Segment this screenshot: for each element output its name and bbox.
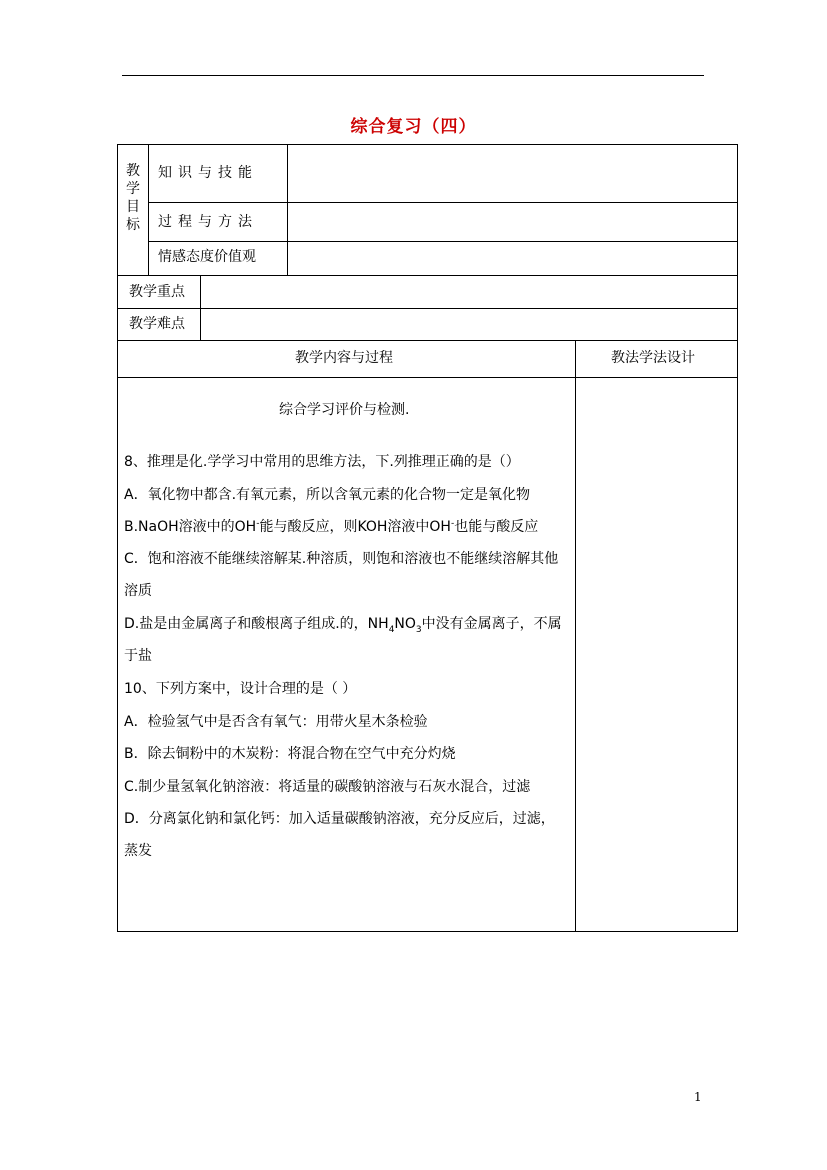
table-rule [117,308,738,309]
table-rule [148,144,149,275]
page-number: 1 [694,1090,702,1104]
q8-option-d-part: NO [394,616,416,632]
objective-process-label: 过程与方法 [158,214,258,230]
table-rule [148,241,738,242]
method-column-header: 教法学法设计 [611,350,695,366]
objectives-heading [118,162,148,234]
q10-option-a: A．检验氢气中是否含有氧气：用带火星木条检验 [124,714,428,730]
q10-option-c: C.制少量氢氧化钠溶液：将适量的碳酸钠溶液与石灰水混合，过滤 [124,779,531,795]
objectives-heading-char: 学 [126,181,140,197]
q8-option-d [124,613,562,635]
objectives-heading-char: 标 [126,217,140,233]
q8-option-d-part: D.盐是由金属离子和酸根离子组成.的，NH [124,616,389,632]
q8-option-d-part: 中没有金属离子，不属 [421,616,562,632]
q8-option-b-part: 能与酸反应，则KOH溶液中OH [259,519,451,535]
content-subtitle: 综合学习评价与检测. [279,402,410,418]
q8-option-c-line2: 溶质 [124,583,152,599]
objective-knowledge-label: 知识与技能 [158,165,258,181]
table-rule [287,144,288,275]
table-rule [117,340,738,341]
content-column-header: 教学内容与过程 [295,350,393,366]
page-title: 综合复习（四） [350,117,477,137]
q8-option-d-sub: 4 [388,624,395,635]
q10-stem: 10、下列方案中，设计合理的是（ ） [124,681,357,697]
difficult-point-label: 教学难点 [129,316,185,332]
q8-option-b-part: 也能与酸反应 [454,519,539,535]
table-rule [117,275,738,276]
objectives-heading-char: 教 [126,163,140,179]
q8-option-b-sup: - [450,518,455,529]
objective-attitude-label: 情感态度价值观 [158,249,256,265]
q8-option-c-line1: C．饱和溶液不能继续溶解某.种溶质，则饱和溶液也不能继续溶解其他 [124,551,559,567]
table-rule [575,340,576,932]
q8-option-b-sup: - [256,518,260,529]
objectives-heading-char: 目 [126,199,140,215]
q8-option-d-sub: 3 [415,624,422,635]
q10-option-d-line2: 蒸发 [124,843,152,859]
q8-option-d-line2: 于盐 [124,648,152,664]
q8-stem: 8、推理是化.学学习中常用的思维方法，下.列推理正确的是（） [124,454,520,470]
header-rule [122,75,704,76]
q8-option-a: A．氧化物中都含.有氧元素，所以含氧元素的化合物一定是氧化物 [124,487,531,503]
q10-option-b: B．除去铜粉中的木炭粉：将混合物在空气中充分灼烧 [124,746,456,762]
q8-option-b-part: B.NaOH溶液中的OH [124,519,257,535]
table-rule [200,275,201,340]
table-rule [117,377,738,378]
q8-option-b [124,516,538,536]
q10-option-d-line1: D．分离氯化钠和氯化钙：加入适量碳酸钠溶液，充分反应后，过滤， [124,811,555,827]
table-rule [148,202,738,203]
key-point-label: 教学重点 [129,284,185,300]
